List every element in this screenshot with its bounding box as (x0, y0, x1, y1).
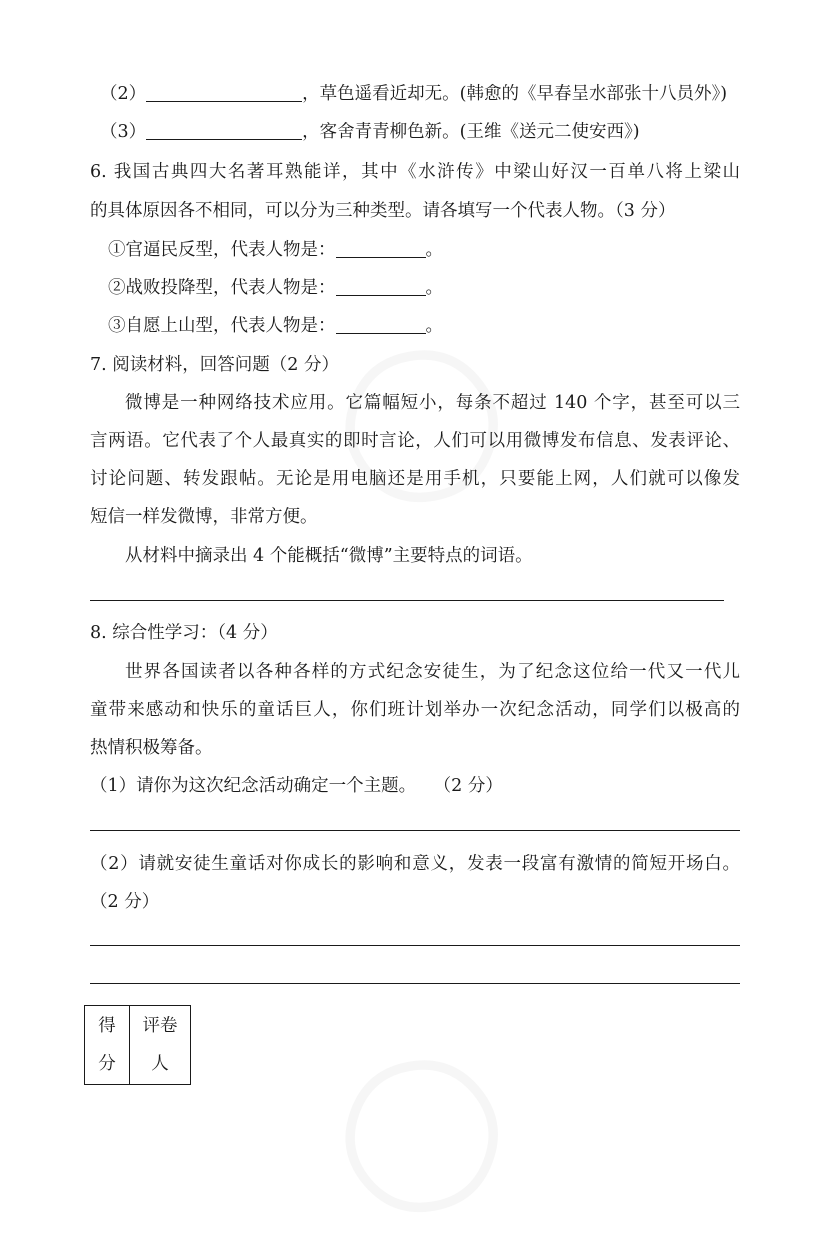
item-label: ①官逼民反型，代表人物是： (108, 240, 336, 260)
q7-para-1 (125, 391, 740, 415)
q7-para-4: 短信一样发微博，非常方便。 (90, 507, 318, 527)
question-number: （3） (100, 122, 147, 142)
q8-title: 8. 综合性学习：（4 分） (90, 623, 278, 643)
item-end: 。 (425, 316, 443, 336)
q7-para-3 (90, 467, 740, 491)
q6-item-1 (108, 238, 443, 262)
q7-text: 微博是一种网络技术应用。它篇幅短小，每条不超过 140 个字，甚至可以三 (125, 393, 740, 413)
q6-line-2: 的具体原因各不相同，可以分为三种类型。请各填写一个代表人物。（3 分） (90, 201, 676, 221)
item-end: 。 (425, 278, 443, 298)
answer-blank[interactable] (336, 239, 426, 258)
answer-blank[interactable] (336, 315, 426, 334)
q7-text: 讨论问题、转发跟帖。无论是用电脑还是用手机，只要能上网，人们就可以像发 (90, 469, 740, 489)
score-table (84, 1005, 191, 1085)
poem-text: ，客舍青青柳色新。(王维《送元二使安西》) (302, 122, 640, 142)
q8-sub2-answer-line-1[interactable] (90, 945, 740, 946)
poem-text: ，草色遥看近却无。(韩愈的《早春呈水部张十八员外》) (302, 84, 728, 104)
q6-text: 6. 我国古典四大名著耳熟能详，其中《水浒传》中梁山好汉一百单八将上梁山 (90, 162, 740, 182)
q8-para-2 (90, 698, 740, 722)
q6-line-1 (90, 160, 740, 184)
poem-line-2 (100, 82, 727, 106)
q7-text: 言两语。它代表了个人最真实的即时言论，人们可以用微博发布信息、发表评论、 (90, 431, 740, 451)
q7-ask: 从材料中摘录出 4 个能概括“微博”主要特点的词语。 (125, 546, 533, 566)
q8-text: （2）请就安徒生童话对你成长的影响和意义，发表一段富有激情的简短开场白。 (90, 854, 740, 874)
q8-sub1-answer-line[interactable] (90, 830, 740, 831)
item-end: 。 (425, 240, 443, 260)
answer-blank[interactable] (146, 121, 302, 140)
grader-label: 人 (151, 1054, 169, 1074)
score-cell[interactable] (85, 1006, 130, 1085)
question-number: （2） (100, 84, 147, 104)
q8-sub2-answer-line-2[interactable] (90, 983, 740, 984)
q8-sub-2 (90, 852, 740, 876)
item-label: ②战败投降型，代表人物是： (108, 278, 336, 298)
answer-blank[interactable] (336, 277, 426, 296)
q7-answer-line[interactable] (90, 600, 724, 601)
q6-item-2 (108, 276, 443, 300)
q8-para-1 (125, 660, 740, 684)
grader-label: 评卷 (142, 1016, 178, 1036)
poem-line-3 (100, 120, 640, 144)
score-label: 分 (98, 1054, 116, 1074)
score-label: 得 (98, 1016, 116, 1036)
q6-item-3 (108, 314, 443, 338)
q7-title: 7. 阅读材料，回答问题（2 分） (90, 355, 339, 375)
q7-para-2 (90, 429, 740, 453)
grader-cell[interactable] (130, 1006, 191, 1085)
q8-para-3: 热情积极筹备。 (90, 738, 213, 758)
item-label: ③自愿上山型，代表人物是： (108, 316, 336, 336)
q8-sub-2-score: （2 分） (90, 892, 160, 912)
q8-sub-1: （1）请你为这次纪念活动确定一个主题。 （2 分） (90, 776, 503, 796)
q8-text: 童带来感动和快乐的童话巨人，你们班计划举办一次纪念活动，同学们以极高的 (90, 700, 740, 720)
q8-text: 世界各国读者以各种各样的方式纪念安徒生，为了纪念这位给一代又一代儿 (125, 662, 740, 682)
answer-blank[interactable] (146, 83, 302, 102)
watermark (294, 1006, 534, 1247)
